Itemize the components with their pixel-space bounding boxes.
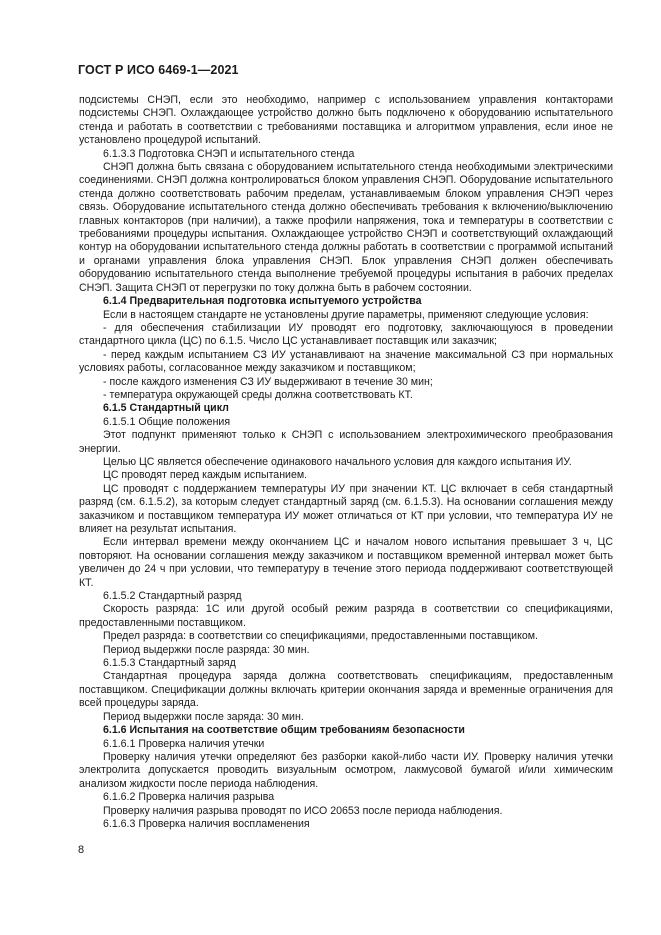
- document-header: ГОСТ Р ИСО 6469-1—2021: [78, 63, 239, 77]
- document-body: [79, 94, 613, 831]
- subsection-title: 6.1.5.2 Стандартный разряд: [103, 590, 242, 603]
- subsection-title: 6.1.6.1 Проверка наличия утечки: [103, 737, 265, 750]
- paragraph: Если интервал времени между окончанием ЦС и началом нового испытания превышает 3 ч, ЦС повторяют. На основании соглашения между заказчиком и поставщиком временной интервал может быть увеличен до 24 ч при условии, что температуру в течение этого периода поддерживают соответствующей КТ.: [79, 536, 613, 589]
- paragraph: ЦС проводят с поддержанием температуры ИУ при значении КТ. ЦС включает в себя стандартный разряд (см. 6.1.5.2), за которым следует стандартный заряд (см. 6.1.5.3). На основании соглашения между заказчиком и поставщиком температура ИУ может отличаться от КТ при условии, что температура ИУ не влияет на результат испытания.: [79, 482, 613, 535]
- subsection-title: 6.1.5.1 Общие положения: [103, 415, 231, 428]
- paragraph: Проверку наличия разрыва проводят по ИСО 20653 после периода наблюдения.: [103, 804, 503, 817]
- section-heading: 6.1.5 Стандартный цикл: [103, 402, 229, 415]
- paragraph: Период выдержки после заряда: 30 мин.: [103, 710, 304, 723]
- list-item: - после каждого изменения СЗ ИУ выдерживают в течение 30 мин;: [103, 375, 433, 388]
- paragraph: ЦС проводят перед каждым испытанием.: [103, 469, 308, 482]
- subsection-title: 6.1.6.2 Проверка наличия разрыва: [103, 791, 275, 804]
- list-item: - температура окружающей среды должна соответствовать КТ.: [103, 388, 413, 401]
- paragraph: Проверку наличия утечки определяют без разборки какой-либо части ИУ. Проверку наличия утечки электролита допускается проводить визуальным осмотром, лакмусовой бумагой и/или химическим анализом жидкости после периода наблюдения.: [79, 750, 613, 790]
- paragraph: подсистемы СНЭП, если это необходимо, например с использованием управления контакторами подсистемы СНЭП. Охлаждающее устройство должно быть подключено к оборудованию испытательного стенда и работать в соответствии с требованиями поставщика и алгоритмом управления, если иное не установлено процедурой испытаний.: [79, 94, 613, 147]
- page-number: 8: [78, 844, 85, 856]
- subsection-title: 6.1.5.3 Стандартный заряд: [103, 657, 236, 670]
- section-heading: 6.1.4 Предварительная подготовка испытуемого устройства: [103, 295, 422, 308]
- paragraph: Этот подпункт применяют только к СНЭП с использованием электрохимического преобразования энергии.: [79, 429, 613, 455]
- paragraph: Стандартная процедура заряда должна соответствовать спецификациям, предоставленным поставщиком. Спецификации должны включать критерии окончания заряда и временные ограничения для всей процедуры заряда.: [79, 670, 613, 710]
- subsection-title: 6.1.3.3 Подготовка СНЭП и испытательного стенда: [103, 147, 355, 160]
- list-item: - перед каждым испытанием СЗ ИУ устанавливают на значение максимальной СЗ при нормальных условиях работы, согласованное между заказчиком и поставщиком;: [79, 348, 613, 375]
- paragraph: Скорость разряда: 1С или другой особый режим разряда в соответствии со спецификациями, предоставленными поставщиком.: [79, 603, 613, 629]
- subsection-title: 6.1.6.3 Проверка наличия воспламенения: [103, 817, 310, 830]
- paragraph: Период выдержки после разряда: 30 мин.: [103, 643, 310, 656]
- list-item: - для обеспечения стабилизации ИУ проводят его подготовку, заключающуюся в проведении стандартного цикла (ЦС) по 6.1.5. Число ЦС устанавливает поставщик или заказчик;: [79, 321, 613, 348]
- section-heading: 6.1.6 Испытания на соответствие общим требованиям безопасности: [103, 724, 465, 737]
- paragraph: Если в настоящем стандарте не установлены другие параметры, применяют следующие условия:: [103, 308, 589, 321]
- paragraph: Целью ЦС является обеспечение одинакового начального условия для каждого испытания ИУ.: [103, 455, 572, 468]
- paragraph: СНЭП должна быть связана с оборудованием испытательного стенда необходимыми электрическими соединениями. СНЭП должна контролироваться блоком управления СНЭП. Оборудование испытательного стенда должно соответствовать рабочим пределам, устанавливаемым блоком управления СНЭП через связь. Оборудование испытательного стенда должно обеспечивать требования к включению/выключению главных контакторов (при наличии), а также профили напряжения, тока и температуры в соответствии с требованиями процедуры испытания. Охлаждающее устройство СНЭП и соответствующий охлаждающий контур на оборудовании испытательного стенда должны работать в соответствии с программой испытаний и органами управления блока управления СНЭП. Блок управления СНЭП должен обеспечивать оборудованию испытательного стенда выполнение требуемой процедуры испытания в рабочих пределах СНЭП. Защита СНЭП от перегрузки по току должна быть в рабочем состоянии.: [79, 161, 613, 294]
- paragraph: Предел разряда: в соответствии со спецификациями, предоставленными поставщиком.: [103, 630, 538, 643]
